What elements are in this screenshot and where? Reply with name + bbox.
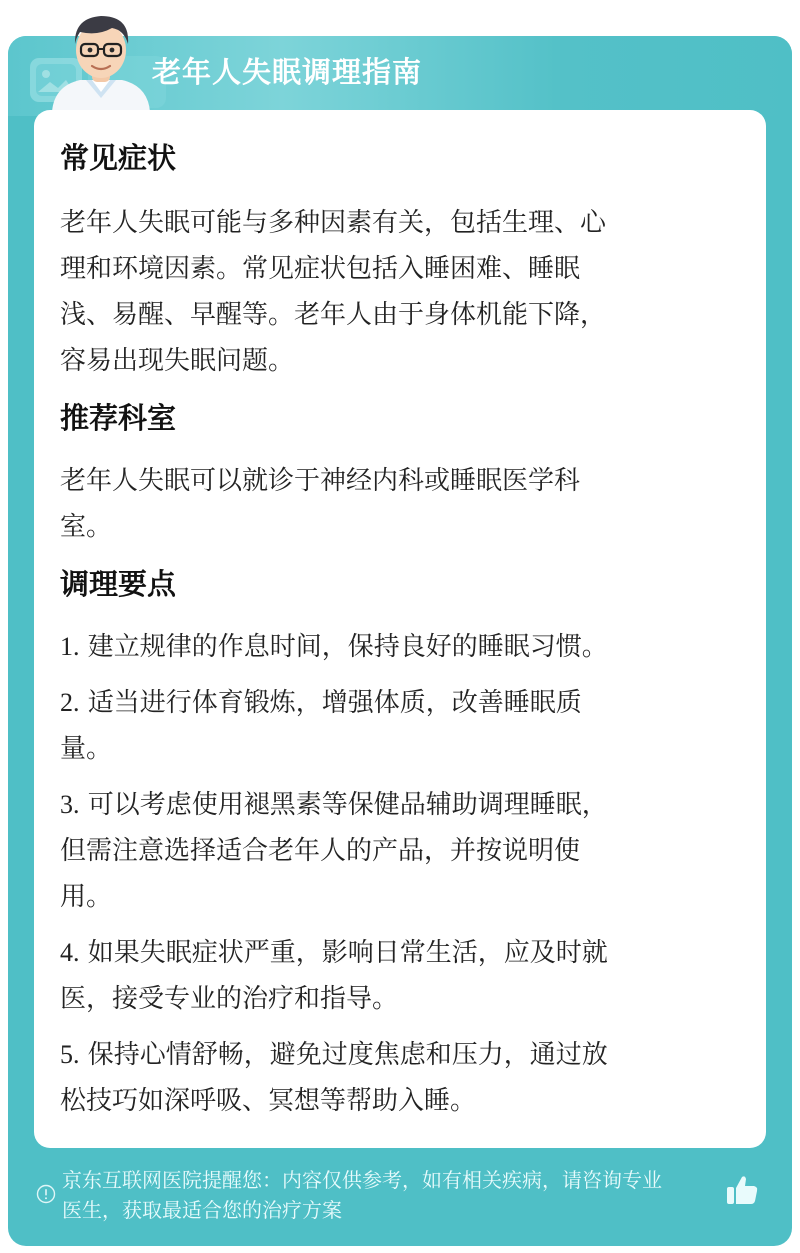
care-tips-list: [60, 624, 732, 1124]
list-text: 如果失眠症状严重，影响日常生活，应及时就: [87, 938, 608, 968]
info-circle-icon: [36, 1184, 56, 1204]
section-title-department: 推荐科室: [60, 401, 177, 435]
list-item: [60, 930, 732, 1022]
disclaimer-text: [62, 1165, 730, 1225]
paragraph-line: 浅、易醒、早醒等。老年人由于身体机能下降，: [60, 300, 607, 330]
list-item: [60, 680, 732, 772]
symptoms-paragraph: [60, 200, 732, 384]
paragraph-line: 理和环境因素。常见症状包括入睡困难、睡眠: [60, 254, 581, 284]
section-title-symptoms: 常见症状: [60, 141, 177, 175]
doctor-avatar: [46, 6, 156, 112]
thumbs-up-icon[interactable]: [724, 1172, 760, 1208]
paragraph-line: 老年人失眠可以就诊于神经内科或睡眠医学科: [60, 466, 581, 496]
disclaimer-line: 京东互联网医院提醒您：内容仅供参考，如有相关疾病，请咨询专业: [62, 1168, 662, 1192]
list-text: 松技巧如深呼吸、冥想等帮助入睡。: [60, 1086, 477, 1116]
section-title-care-tips: 调理要点: [60, 567, 177, 601]
disclaimer-footer: [36, 1164, 776, 1234]
department-paragraph: [60, 458, 732, 550]
list-item: [60, 1032, 732, 1124]
list-item: [60, 782, 732, 920]
list-text: 医，接受专业的治疗和指导。: [60, 984, 399, 1014]
list-text: 但需注意选择适合老年人的产品，并按说明使: [60, 836, 581, 866]
list-text: 建立规律的作息时间，保持良好的睡眠习惯。: [87, 632, 608, 662]
disclaimer-line: 医生，获取最适合您的治疗方案: [62, 1198, 342, 1222]
list-number: 2.: [60, 688, 80, 717]
list-text: 适当进行体育锻炼，增强体质，改善睡眠质: [87, 688, 582, 718]
list-text: 可以考虑使用褪黑素等保健品辅助调理睡眠，: [87, 790, 608, 820]
list-text: 用。: [60, 882, 113, 912]
list-number: 4.: [60, 938, 80, 967]
page-title: 老年人失眠调理指南: [152, 55, 423, 89]
article-body: [60, 128, 732, 1124]
paragraph-line: 室。: [60, 512, 113, 542]
paragraph-line: 容易出现失眠问题。: [60, 346, 295, 376]
list-text: 保持心情舒畅，避免过度焦虑和压力，通过放: [87, 1040, 608, 1070]
list-number: 1.: [60, 632, 80, 661]
paragraph-line: 老年人失眠可能与多种因素有关，包括生理、心: [60, 208, 607, 238]
list-text: 量。: [60, 734, 113, 764]
list-number: 5.: [60, 1040, 80, 1069]
list-number: 3.: [60, 790, 80, 819]
list-item: [60, 624, 732, 670]
